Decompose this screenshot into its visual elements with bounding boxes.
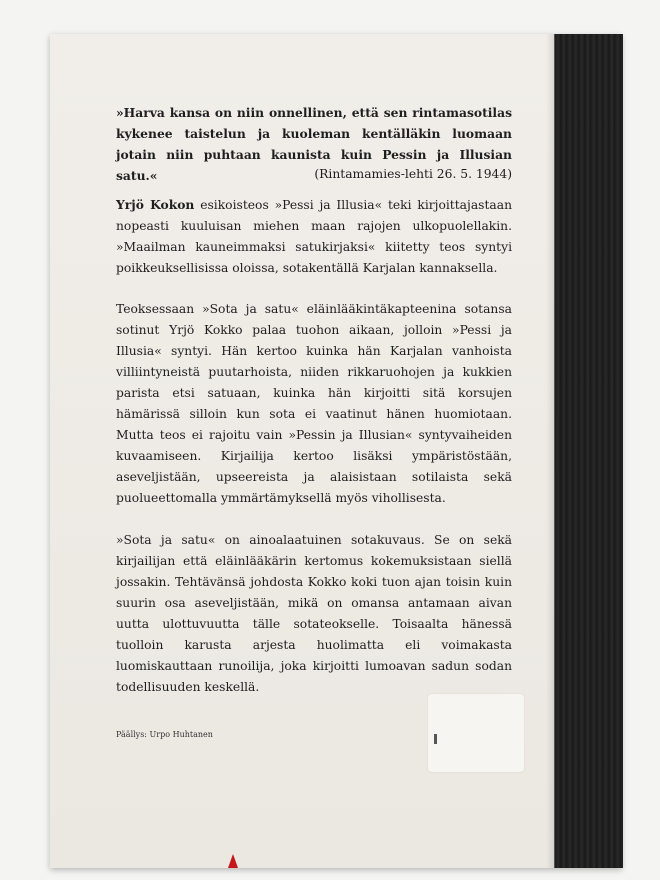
- red-ribbon-mark: [228, 854, 238, 868]
- paragraph-intro-text: esikoisteos »Pessi ja Illusia« teki kirjoittajastaan nopeasti kuuluisan miehen maan rajojen ulkopuolellakin. »Maailman kauneimmaksi satukirjaksi« kiitetty teos syntyi poikkeuksellisissa oloissa, sotakentällä Karjalan kannaksella.: [116, 198, 512, 275]
- book-spine: [554, 34, 623, 868]
- author-name: Yrjö Kokon: [116, 197, 195, 212]
- cover-quote: »Harva kansa on niin onnellinen, että sen rintamasotilas kykenee taistelun ja kuoleman kentälläkin luomaan jotain niin puhtaan kaunista kuin Pessin ja Illusian satu.«: [116, 105, 512, 183]
- paragraph-main: Teoksessaan »Sota ja satu« eläinlääkintäkapteenina sotansa sotinut Yrjö Kokko palaa tuohon aikaan, jolloin »Pessi ja Illusia« syntyi. Hän kertoo kuinka hän Karjalan vanhoista villiintyneistä puutarhoista, niiden rikkaruohojen ja kukkien parista etsi satuaan, kuinka hän kirjoitti sitä korsujen hämärissä silloin kun sota ei vaatinut hänen huomiotaan. Mutta teos ei rajoitu vain »Pessin ja Illusian« syntyvaiheiden kuvaamiseen. Kirjailija kertoo lisäksi ympäristöstään, aseveljistään, upseereista ja alaisistaan sotilaista sekä puolueettomalla ymmärtämyksellä myös vihollisesta.: [116, 302, 512, 505]
- cover-panel: [50, 34, 554, 868]
- price-sticker-residue: [428, 694, 524, 772]
- paragraph-intro: [116, 194, 512, 279]
- sticker-mark: [434, 734, 437, 744]
- book-back-cover: [50, 34, 622, 868]
- paragraph-closing: »Sota ja satu« on ainoalaatuinen sotakuvaus. Se on sekä kirjailijan että eläinlääkärin kertomus kokemuksistaan siellä jossakin. Tehtävänsä johdosta Kokko koki tuon ajan toisin kuin suurin osa aseveljistään, mikä on omansa antamaan aivan uutta ulottuvuutta tälle sotateokselle. Toisaalta hänessä tuolloin karusta arjesta huolimatta eli voimakasta luomiskauttaan runoilija, joka kirjoitti lumoavan sadun sodan todellisuuden keskellä.: [116, 533, 512, 694]
- quote-source: (Rintamamies-lehti 26. 5. 1944): [314, 167, 512, 181]
- cover-designer-credit: Päällys: Urpo Huhtanen: [116, 730, 213, 739]
